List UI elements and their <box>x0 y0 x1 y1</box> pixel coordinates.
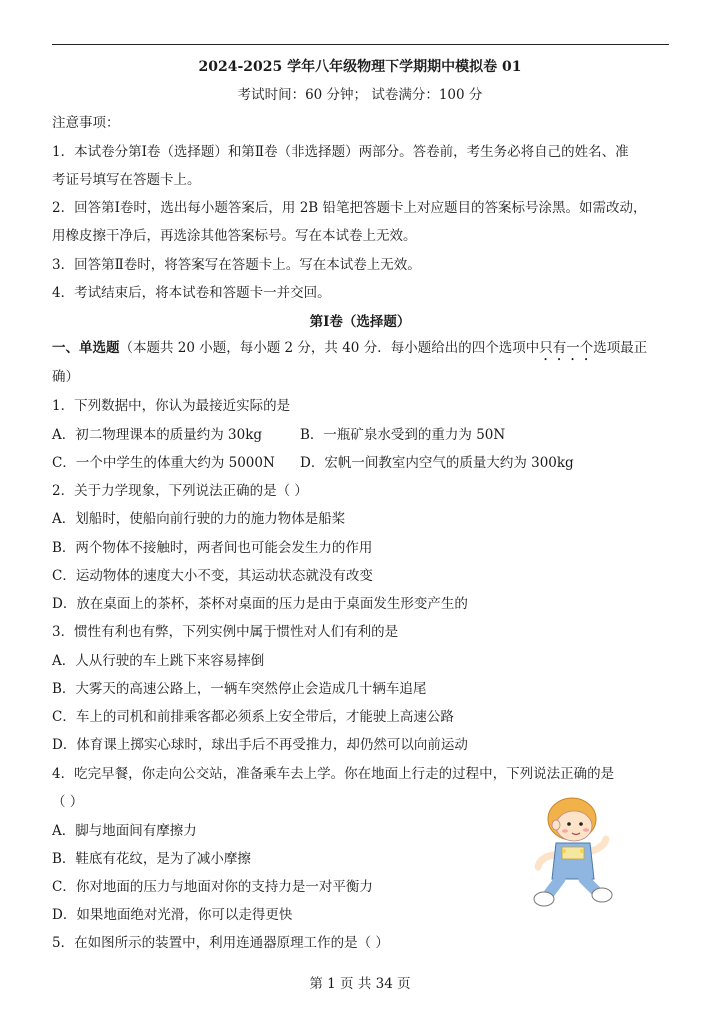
q3-option-d: D．体育课上掷实心球时，球出手后不再受推力，却仍然可以向前运动 <box>52 737 468 753</box>
q3-option-c: C．车上的司机和前排乘客都必须系上安全带后，才能驶上高速公路 <box>52 709 454 725</box>
note-3: 3．回答第Ⅱ卷时，将答案写在答题卡上。写在本试卷上无效。 <box>52 257 421 273</box>
paper-subtitle: 考试时间：60 分钟； 试卷满分：100 分 <box>237 87 483 103</box>
part-heading <box>52 338 647 364</box>
part-desc-emphasis: 只有一个 <box>539 340 594 356</box>
q4-option-d: D．如果地面绝对光滑，你可以走得更快 <box>52 907 293 923</box>
q1-option-d: D．宏帆一间教室内空气的质量大约为 300kg <box>300 455 574 471</box>
q4-stem: 4．吃完早餐，你走向公交站，准备乘车去上学。你在地面上行走的过程中，下列说法正确的是 <box>52 766 615 782</box>
q2-option-b: B．两个物体不接触时，两者间也可能会发生力的作用 <box>52 540 373 556</box>
q1-options-ab <box>52 425 669 445</box>
q3-option-b: B．大雾天的高速公路上，一辆车突然停止会造成几十辆车追尾 <box>52 681 427 697</box>
part-desc-cont: 确） <box>52 369 79 385</box>
paper-title: 2024-2025 学年八年级物理下学期期中模拟卷 01 <box>198 59 522 75</box>
note-1-cont: 考证号填写在答题卡上。 <box>52 172 201 188</box>
q4-option-b: B．鞋底有花纹，是为了减小摩擦 <box>52 851 251 867</box>
q4-paren: （ ） <box>52 794 84 810</box>
q2-option-c: C．运动物体的速度大小不变，其运动状态就没有改变 <box>52 568 373 584</box>
q1-option-b: B．一瓶矿泉水受到的重力为 50N <box>300 427 506 443</box>
q5-stem: 5．在如图所示的装置中，利用连通器原理工作的是（ ） <box>52 935 389 951</box>
notes-heading: 注意事项： <box>52 115 120 131</box>
part-desc: （本题共 20 小题，每小题 2 分，共 40 分．每小题给出的四个选项中 <box>119 340 540 356</box>
q4-option-a: A．脚与地面间有摩擦力 <box>52 823 197 839</box>
walking-child-illustration <box>532 795 614 913</box>
q2-stem: 2．关于力学现象，下列说法正确的是（ ） <box>52 483 308 499</box>
part-desc-end: 选项最正 <box>593 340 648 356</box>
q4-option-c: C．你对地面的压力与地面对你的支持力是一对平衡力 <box>52 879 373 895</box>
q2-option-a: A．划船时，使船向前行驶的力的施力物体是船桨 <box>52 511 346 527</box>
q3-stem: 3．惯性有利也有弊，下列实例中属于惯性对人们有利的是 <box>52 624 399 640</box>
q1-stem: 1．下列数据中，你认为最接近实际的是 <box>52 398 291 414</box>
q1-option-a: A．初二物理课本的质量约为 30kg <box>52 427 263 443</box>
header-rule <box>52 44 669 45</box>
q1-option-c: C．一个中学生的体重大约为 5000N <box>52 455 275 471</box>
note-1: 1．本试卷分第Ⅰ卷（选择题）和第Ⅱ卷（非选择题）两部分。答卷前，考生务必将自己的姓名、准 <box>52 144 629 160</box>
page-footer: 第 1 页 共 34 页 <box>309 976 411 992</box>
note-2-cont: 用橡皮擦干净后，再选涂其他答案标号。写在本试卷上无效。 <box>52 228 417 244</box>
q2-option-d: D．放在桌面上的茶杯，茶杯对桌面的压力是由于桌面发生形变产生的 <box>52 596 468 612</box>
note-2: 2．回答第Ⅰ卷时，选出每小题答案后，用 2B 铅笔把答题卡上对应题目的答案标号涂黑。如需改动， <box>52 200 647 216</box>
section-title: 第Ⅰ卷（选择题） <box>309 314 411 330</box>
q1-options-cd <box>52 453 669 473</box>
note-4: 4．考试结束后，将本试卷和答题卡一并交回。 <box>52 285 331 301</box>
q3-option-a: A．人从行驶的车上跳下来容易摔倒 <box>52 653 265 669</box>
part-label: 一、单选题 <box>52 340 120 356</box>
